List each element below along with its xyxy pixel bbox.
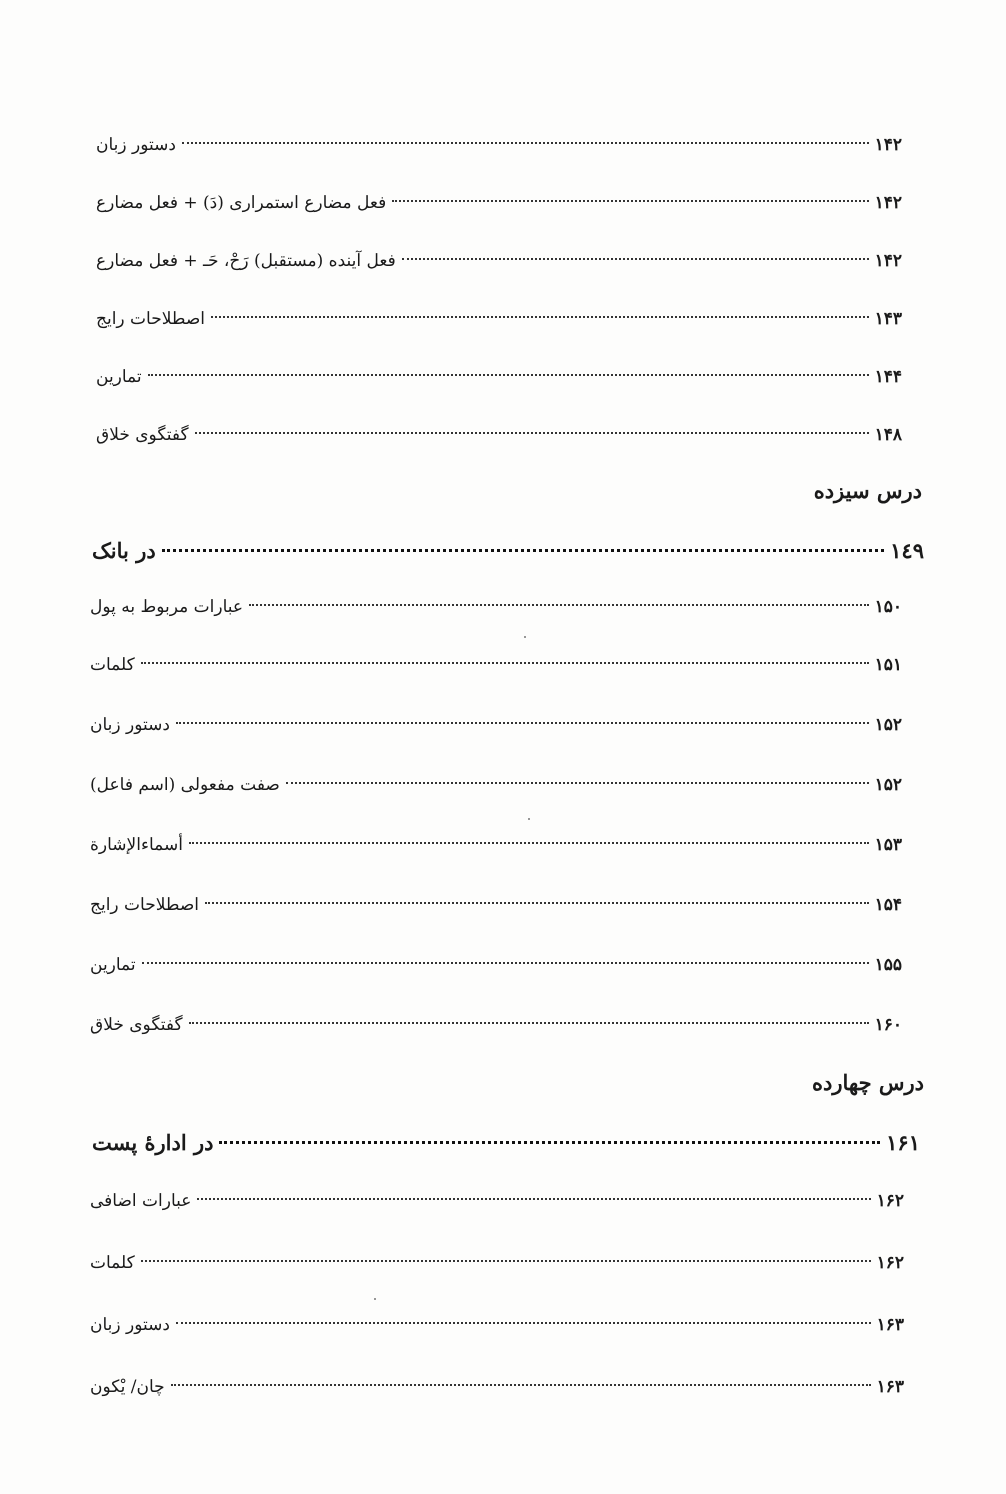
toc-entry-title: تمارین bbox=[96, 367, 142, 387]
dot-leader bbox=[249, 604, 869, 606]
toc-entry bbox=[96, 418, 902, 452]
toc-main-page: ۱۶۱ bbox=[886, 1130, 920, 1155]
scan-speck bbox=[374, 1298, 376, 1300]
dot-leader bbox=[219, 1141, 880, 1144]
toc-entry-title: فعل آینده (مستقبل) رَحْ، حَـ + فعل مضارع bbox=[96, 251, 396, 271]
dot-leader bbox=[402, 258, 869, 260]
toc-entry-page: ۱۴۲ bbox=[874, 135, 902, 155]
lesson-heading: درس چهارده bbox=[812, 1070, 924, 1095]
toc-entry bbox=[90, 888, 902, 922]
toc-entry-page: ۱۶۲ bbox=[876, 1253, 904, 1273]
toc-entry-page: ۱۵۴ bbox=[874, 895, 902, 915]
dot-leader bbox=[189, 842, 869, 844]
toc-entry-page: ۱۵۲ bbox=[874, 715, 902, 735]
toc-entry-title: گفتگوی خلاق bbox=[96, 425, 189, 445]
toc-entry-title: کلمات bbox=[90, 1253, 135, 1273]
toc-entry-page: ۱۵۲ bbox=[874, 775, 902, 795]
toc-entry-title: فعل مضارع استمراری (دَ) + فعل مضارع bbox=[96, 193, 387, 213]
dot-leader bbox=[189, 1022, 869, 1024]
toc-entry-title: أسماءالإشارة bbox=[90, 835, 183, 855]
toc-entry bbox=[90, 1008, 902, 1042]
toc-entry-title: صفت مفعولی (اسم فاعل) bbox=[90, 775, 280, 795]
toc-main-entry bbox=[92, 1126, 920, 1160]
dot-leader bbox=[205, 902, 869, 904]
toc-entry-title: عبارات مربوط به پول bbox=[90, 597, 244, 617]
toc-main-entry bbox=[92, 534, 924, 568]
toc-entry-page: ۱۵۱ bbox=[874, 655, 902, 675]
toc-entry-page: ۱۶۳ bbox=[876, 1315, 904, 1335]
toc-entry bbox=[90, 768, 902, 802]
toc-entry bbox=[90, 1308, 904, 1342]
toc-entry-title: اصطلاحات رایج bbox=[90, 895, 199, 915]
toc-entry bbox=[90, 1184, 904, 1218]
toc-entry-page: ۱۵۰ bbox=[874, 597, 902, 617]
dot-leader bbox=[197, 1198, 870, 1200]
dot-leader bbox=[392, 200, 868, 202]
dot-leader bbox=[162, 549, 884, 552]
toc-main-title: در بانک bbox=[92, 538, 156, 563]
toc-entry bbox=[90, 1370, 904, 1404]
dot-leader bbox=[142, 962, 869, 964]
toc-entry-title: کلمات bbox=[90, 655, 135, 675]
toc-entry bbox=[90, 1246, 904, 1280]
toc-entry-page: ۱۴۲ bbox=[874, 251, 902, 271]
toc-entry-page: ۱۵۳ bbox=[874, 835, 902, 855]
toc-entry bbox=[90, 948, 902, 982]
dot-leader bbox=[141, 1260, 871, 1262]
dot-leader bbox=[286, 782, 869, 784]
toc-entry-page: ۱۴۴ bbox=[874, 367, 902, 387]
toc-entry-title: اصطلاحات رایج bbox=[96, 309, 205, 329]
toc-entry-title: چان/ يْكون bbox=[90, 1377, 165, 1397]
toc-entry-title: دستور زبان bbox=[96, 135, 176, 155]
toc-entry-title: گفتگوی خلاق bbox=[90, 1015, 183, 1035]
dot-leader bbox=[176, 722, 869, 724]
toc-entry bbox=[96, 244, 902, 278]
toc-entry-page: ۱۶۳ bbox=[876, 1377, 904, 1397]
toc-entry-page: ۱۴۳ bbox=[874, 309, 902, 329]
dot-leader bbox=[211, 316, 869, 318]
toc-entry bbox=[96, 128, 902, 162]
toc-entry bbox=[90, 828, 902, 862]
toc-entry-page: ۱۴۸ bbox=[874, 425, 902, 445]
toc-entry bbox=[96, 186, 902, 220]
dot-leader bbox=[148, 374, 869, 376]
toc-entry-page: ۱۶۰ bbox=[874, 1015, 902, 1035]
dot-leader bbox=[195, 432, 869, 434]
toc-entry bbox=[96, 302, 902, 336]
scan-speck bbox=[524, 636, 526, 638]
dot-leader bbox=[141, 662, 869, 664]
dot-leader bbox=[182, 142, 869, 144]
dot-leader bbox=[171, 1384, 871, 1386]
scan-speck bbox=[528, 818, 530, 820]
toc-entry bbox=[90, 590, 902, 624]
toc-main-title: در ادارهٔ پست bbox=[92, 1130, 214, 1155]
toc-entry-title: تمارین bbox=[90, 955, 136, 975]
toc-entry-title: دستور زبان bbox=[90, 715, 170, 735]
toc-main-page: ۱٤۹ bbox=[890, 538, 924, 563]
toc-entry bbox=[90, 708, 902, 742]
toc-entry-page: ۱۵۵ bbox=[874, 955, 902, 975]
toc-entry-page: ۱۴۲ bbox=[874, 193, 902, 213]
toc-entry-title: عبارات اضافی bbox=[90, 1191, 192, 1211]
toc-entry bbox=[96, 360, 902, 394]
toc-entry-page: ۱۶۲ bbox=[876, 1191, 904, 1211]
dot-leader bbox=[176, 1322, 871, 1324]
lesson-heading: درس سیزده bbox=[813, 478, 922, 503]
toc-entry-title: دستور زبان bbox=[90, 1315, 170, 1335]
toc-entry bbox=[90, 648, 902, 682]
